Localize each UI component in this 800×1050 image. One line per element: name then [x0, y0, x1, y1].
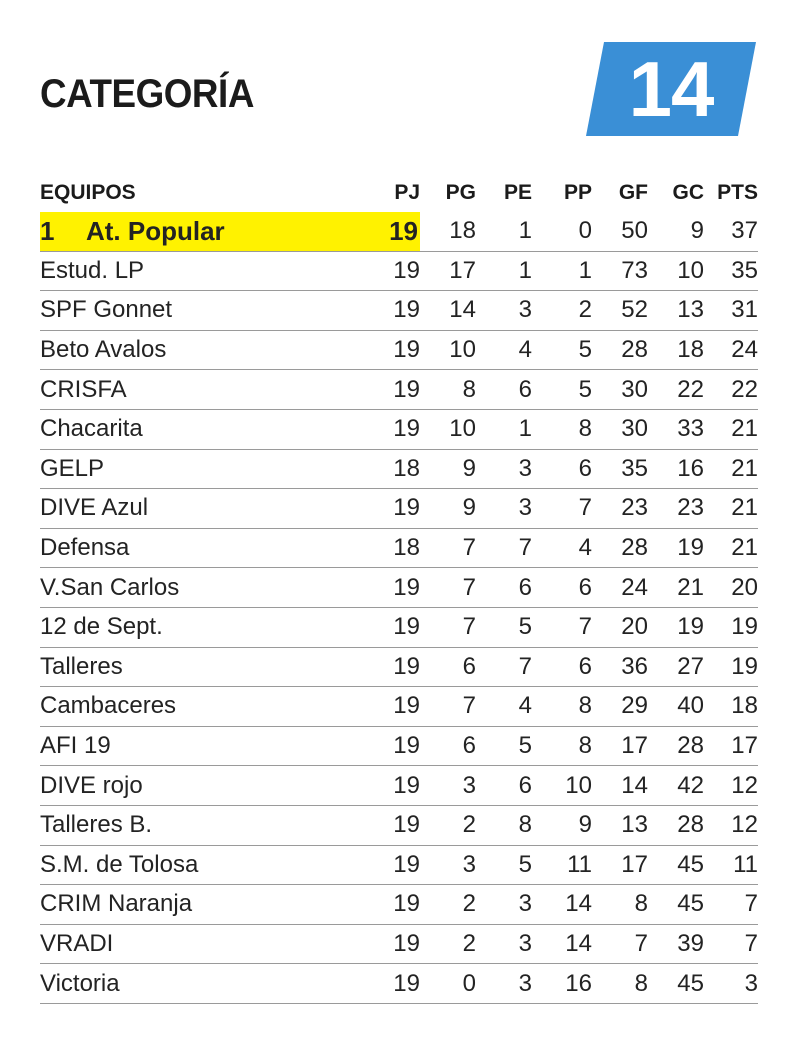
gf-cell: 52 [592, 291, 648, 331]
pj-cell: 19 [380, 568, 420, 608]
pg-cell: 10 [420, 330, 476, 370]
table-row [40, 607, 758, 647]
pj-cell: 19 [380, 370, 420, 410]
team-name: DIVE Azul [40, 494, 149, 522]
pp-cell: 7 [532, 607, 592, 647]
pp-cell: 14 [532, 885, 592, 925]
pts-cell: 20 [704, 568, 758, 608]
team-name: CRISFA [40, 375, 127, 403]
pg-cell: 6 [420, 726, 476, 766]
gc-cell: 22 [648, 370, 704, 410]
team-cell [40, 568, 380, 608]
pj-cell: 19 [380, 766, 420, 806]
pts-cell: 37 [704, 212, 758, 251]
pj-cell: 18 [380, 528, 420, 568]
pg-cell: 2 [420, 885, 476, 925]
table-row [40, 291, 758, 331]
pe-cell: 7 [476, 528, 532, 568]
team-name: CRIM Naranja [40, 890, 193, 918]
team-cell [40, 251, 380, 291]
pp-cell: 6 [532, 568, 592, 608]
pe-cell: 1 [476, 409, 532, 449]
gc-cell: 39 [648, 924, 704, 964]
gc-cell: 16 [648, 449, 704, 489]
pp-cell: 8 [532, 409, 592, 449]
table-row [40, 251, 758, 291]
gc-cell: 19 [648, 528, 704, 568]
pts-cell: 21 [704, 449, 758, 489]
gf-cell: 36 [592, 647, 648, 687]
team-name: Defensa [40, 534, 130, 562]
pj-cell: 19 [380, 647, 420, 687]
team-name: Estud. LP [40, 256, 145, 284]
gc-cell: 18 [648, 330, 704, 370]
pp-cell: 2 [532, 291, 592, 331]
pe-cell: 1 [476, 251, 532, 291]
gf-cell: 73 [592, 251, 648, 291]
pe-cell: 7 [476, 647, 532, 687]
header [0, 0, 800, 150]
pe-cell: 1 [476, 212, 532, 251]
team-name: Talleres [40, 652, 123, 680]
pts-cell: 31 [704, 291, 758, 331]
pg-cell: 2 [420, 805, 476, 845]
team-name: AFI 19 [40, 732, 111, 760]
pts-cell: 7 [704, 924, 758, 964]
team-cell [40, 212, 380, 251]
gf-cell: 13 [592, 805, 648, 845]
pj-cell: 19 [380, 291, 420, 331]
gf-cell: 35 [592, 449, 648, 489]
team-name: Beto Avalos [40, 336, 167, 364]
team-cell [40, 766, 380, 806]
pe-cell: 4 [476, 687, 532, 727]
pp-cell: 14 [532, 924, 592, 964]
pe-cell: 3 [476, 489, 532, 529]
gc-cell: 19 [648, 607, 704, 647]
team-cell [40, 489, 380, 529]
pts-cell: 18 [704, 687, 758, 727]
pg-cell: 7 [420, 687, 476, 727]
pe-cell: 3 [476, 964, 532, 1004]
gc-cell: 45 [648, 885, 704, 925]
pg-cell: 7 [420, 607, 476, 647]
team-name: Chacarita [40, 415, 143, 443]
pp-cell: 7 [532, 489, 592, 529]
team-cell [40, 964, 380, 1004]
column-header-team: EQUIPOS [40, 181, 136, 204]
pp-cell: 5 [532, 370, 592, 410]
gc-cell: 9 [648, 212, 704, 251]
pts-cell: 17 [704, 726, 758, 766]
gf-cell: 24 [592, 568, 648, 608]
category-badge [586, 42, 756, 136]
team-cell [40, 449, 380, 489]
table-row [40, 805, 758, 845]
gc-cell: 45 [648, 845, 704, 885]
column-header-pj: PJ [394, 181, 420, 204]
pj-cell: 19 [380, 330, 420, 370]
pts-cell: 19 [704, 647, 758, 687]
gf-cell: 23 [592, 489, 648, 529]
pg-cell: 17 [420, 251, 476, 291]
pj-cell: 19 [380, 489, 420, 529]
pp-cell: 8 [532, 726, 592, 766]
position-number: 1 [40, 215, 55, 246]
team-name: GELP [40, 454, 105, 482]
column-header-pp: PP [563, 181, 592, 204]
table-row [40, 726, 758, 766]
pg-cell: 6 [420, 647, 476, 687]
team-name: 12 de Sept. [40, 613, 163, 641]
pj-cell: 19 [380, 726, 420, 766]
gf-cell: 29 [592, 687, 648, 727]
pg-cell: 10 [420, 409, 476, 449]
team-cell [40, 370, 380, 410]
column-header-pts: PTS [717, 181, 758, 204]
table-row [40, 409, 758, 449]
pe-cell: 8 [476, 805, 532, 845]
team-cell [40, 607, 380, 647]
gc-cell: 33 [648, 409, 704, 449]
gf-cell: 30 [592, 370, 648, 410]
pp-cell: 6 [532, 449, 592, 489]
table-row [40, 647, 758, 687]
table-row [40, 885, 758, 925]
pj-cell: 19 [380, 687, 420, 727]
pe-cell: 5 [476, 845, 532, 885]
pts-cell: 12 [704, 805, 758, 845]
pp-cell: 9 [532, 805, 592, 845]
team-cell [40, 885, 380, 925]
pj-cell: 19 [380, 251, 420, 291]
table-row [40, 528, 758, 568]
gf-cell: 20 [592, 607, 648, 647]
table-row-leader [40, 212, 758, 251]
pts-cell: 21 [704, 409, 758, 449]
gc-cell: 13 [648, 291, 704, 331]
pe-cell: 3 [476, 885, 532, 925]
pg-cell: 14 [420, 291, 476, 331]
column-header-gf: GF [618, 181, 648, 204]
table-row [40, 845, 758, 885]
team-cell [40, 845, 380, 885]
pj-cell: 19 [380, 964, 420, 1004]
pg-cell: 0 [420, 964, 476, 1004]
team-name: S.M. de Tolosa [40, 850, 199, 878]
pts-cell: 21 [704, 528, 758, 568]
pg-cell: 7 [420, 568, 476, 608]
gf-cell: 7 [592, 924, 648, 964]
pts-cell: 12 [704, 766, 758, 806]
pg-cell: 3 [420, 766, 476, 806]
pts-cell: 35 [704, 251, 758, 291]
column-header-pe: PE [503, 181, 532, 204]
pj-cell: 18 [380, 449, 420, 489]
team-name: Victoria [40, 969, 120, 997]
standings-table [40, 174, 758, 1004]
pj-cell: 19 [380, 845, 420, 885]
gf-cell: 14 [592, 766, 648, 806]
pg-cell: 18 [420, 212, 476, 251]
pp-cell: 6 [532, 647, 592, 687]
pp-cell: 0 [532, 212, 592, 251]
pe-cell: 3 [476, 924, 532, 964]
table-row [40, 330, 758, 370]
pp-cell: 10 [532, 766, 592, 806]
pp-cell: 11 [532, 845, 592, 885]
team-cell [40, 647, 380, 687]
table-row [40, 568, 758, 608]
team-name: At. Popular [86, 215, 225, 246]
pp-cell: 5 [532, 330, 592, 370]
pg-cell: 2 [420, 924, 476, 964]
gf-cell: 17 [592, 845, 648, 885]
team-cell [40, 291, 380, 331]
team-name: Talleres B. [40, 811, 153, 839]
category-number: 14 [628, 45, 714, 133]
pts-cell: 21 [704, 489, 758, 529]
team-cell [40, 687, 380, 727]
team-cell [40, 726, 380, 766]
table-row [40, 964, 758, 1004]
team-cell [40, 805, 380, 845]
pe-cell: 6 [476, 766, 532, 806]
gc-cell: 28 [648, 726, 704, 766]
pg-cell: 9 [420, 449, 476, 489]
gf-cell: 17 [592, 726, 648, 766]
gc-cell: 28 [648, 805, 704, 845]
pj-cell: 19 [380, 212, 420, 251]
table-row [40, 924, 758, 964]
team-name: DIVE rojo [40, 771, 143, 799]
table-row [40, 489, 758, 529]
page-title: CATEGORÍA [40, 72, 254, 116]
team-name: Cambaceres [40, 692, 177, 720]
gc-cell: 42 [648, 766, 704, 806]
gf-cell: 8 [592, 964, 648, 1004]
pts-cell: 11 [704, 845, 758, 885]
gc-cell: 21 [648, 568, 704, 608]
pe-cell: 3 [476, 291, 532, 331]
table-row [40, 766, 758, 806]
pe-cell: 5 [476, 726, 532, 766]
team-cell [40, 409, 380, 449]
gf-cell: 28 [592, 330, 648, 370]
pg-cell: 7 [420, 528, 476, 568]
gc-cell: 27 [648, 647, 704, 687]
table-row [40, 687, 758, 727]
pj-cell: 19 [380, 885, 420, 925]
table-header-row [40, 174, 758, 212]
gc-cell: 40 [648, 687, 704, 727]
gc-cell: 45 [648, 964, 704, 1004]
pe-cell: 6 [476, 568, 532, 608]
pe-cell: 6 [476, 370, 532, 410]
column-header-gc: GC [672, 181, 704, 204]
gc-cell: 10 [648, 251, 704, 291]
pj-cell: 19 [380, 607, 420, 647]
pp-cell: 8 [532, 687, 592, 727]
gc-cell: 23 [648, 489, 704, 529]
column-header-pg: PG [445, 181, 476, 204]
table-row [40, 449, 758, 489]
pts-cell: 22 [704, 370, 758, 410]
gf-cell: 30 [592, 409, 648, 449]
pp-cell: 4 [532, 528, 592, 568]
pg-cell: 3 [420, 845, 476, 885]
pts-cell: 7 [704, 885, 758, 925]
team-cell [40, 528, 380, 568]
gf-cell: 28 [592, 528, 648, 568]
pg-cell: 8 [420, 370, 476, 410]
pj-cell: 19 [380, 805, 420, 845]
pj-cell: 19 [380, 409, 420, 449]
pj-cell: 19 [380, 924, 420, 964]
team-name: V.San Carlos [40, 573, 180, 601]
team-cell [40, 924, 380, 964]
pts-cell: 19 [704, 607, 758, 647]
team-name: SPF Gonnet [40, 296, 173, 324]
gf-cell: 8 [592, 885, 648, 925]
team-cell [40, 330, 380, 370]
team-name: VRADI [40, 929, 114, 957]
pts-cell: 24 [704, 330, 758, 370]
pe-cell: 5 [476, 607, 532, 647]
pp-cell: 1 [532, 251, 592, 291]
pe-cell: 3 [476, 449, 532, 489]
pts-cell: 3 [704, 964, 758, 1004]
table-row [40, 370, 758, 410]
pg-cell: 9 [420, 489, 476, 529]
pp-cell: 16 [532, 964, 592, 1004]
gf-cell: 50 [592, 212, 648, 251]
pe-cell: 4 [476, 330, 532, 370]
